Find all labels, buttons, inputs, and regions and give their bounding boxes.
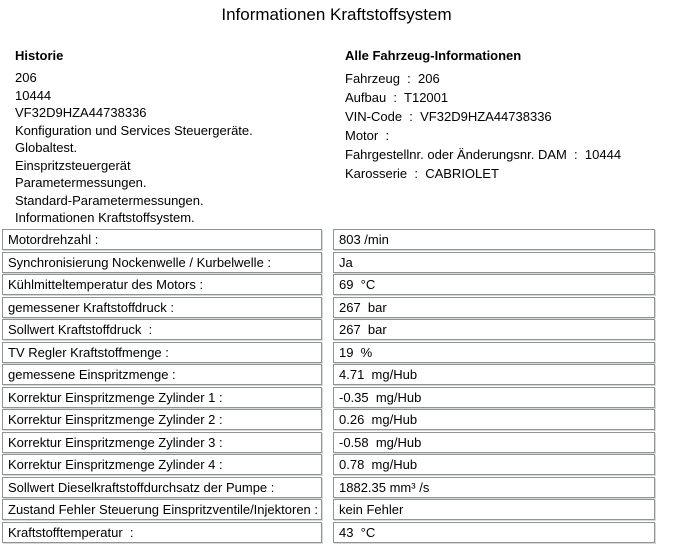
parameter-value-cell: 0.78 mg/Hub bbox=[333, 454, 655, 475]
history-item: Informationen Kraftstoffsystem. bbox=[15, 210, 195, 225]
history-item: 10444 bbox=[15, 87, 52, 103]
parameter-label-cell: Korrektur Einspritzmenge Zylinder 3 : bbox=[2, 432, 322, 453]
vehicle-info-item: Fahrgestellnr. oder Änderungsnr. DAM : 10444 bbox=[345, 147, 622, 162]
history-item: 206 bbox=[15, 70, 37, 85]
parameter-value-cell: -0.35 mg/Hub bbox=[333, 387, 655, 408]
history-section bbox=[15, 48, 337, 227]
parameter-value-cell: 267 bar bbox=[333, 297, 655, 318]
history-heading: Historie bbox=[15, 48, 64, 63]
parameter-value-cell: 43 °C bbox=[333, 522, 655, 543]
parameter-label-cell: Sollwert Kraftstoffdruck : bbox=[2, 319, 322, 340]
table-row bbox=[2, 252, 655, 273]
parameter-value-cell: kein Fehler bbox=[333, 499, 655, 520]
parameter-label-cell: Kraftstofftemperatur : bbox=[2, 522, 322, 543]
parameter-label-cell: Korrektur Einspritzmenge Zylinder 1 : bbox=[2, 387, 322, 408]
table-row bbox=[2, 297, 655, 318]
parameter-label-cell: Korrektur Einspritzmenge Zylinder 2 : bbox=[2, 409, 322, 430]
table-row bbox=[2, 409, 655, 430]
parameter-value-cell: 803 /min bbox=[333, 229, 655, 250]
parameter-label-cell: Zustand Fehler Steuerung Einspritzventile/Injektoren : bbox=[2, 499, 322, 520]
table-row bbox=[2, 477, 655, 498]
parameter-label-cell: Sollwert Dieselkraftstoffdurchsatz der Pumpe : bbox=[2, 477, 322, 498]
parameter-value-cell: 4.71 mg/Hub bbox=[333, 364, 655, 385]
vehicle-info-item: Motor : bbox=[345, 128, 390, 143]
parameter-label-cell: gemessene Einspritzmenge : bbox=[2, 364, 322, 385]
history-item: Einspritzsteuergerät bbox=[15, 157, 131, 173]
vehicle-info-section bbox=[345, 48, 667, 183]
table-row bbox=[2, 387, 655, 408]
history-item: VF32D9HZA44738336 bbox=[15, 105, 147, 120]
parameter-value-cell: Ja bbox=[333, 252, 655, 273]
parameter-label-cell: Synchronisierung Nockenwelle / Kurbelwelle : bbox=[2, 252, 322, 273]
table-row bbox=[2, 454, 655, 475]
table-row bbox=[2, 274, 655, 295]
history-item: Standard-Parametermessungen. bbox=[15, 192, 204, 208]
parameter-value-cell: 1882.35 mm³ /s bbox=[333, 477, 655, 498]
parameter-value-cell: -0.58 mg/Hub bbox=[333, 432, 655, 453]
parameter-label-cell: Korrektur Einspritzmenge Zylinder 4 : bbox=[2, 454, 322, 475]
table-row bbox=[2, 364, 655, 385]
parameter-value-cell: 69 °C bbox=[333, 274, 655, 295]
table-row bbox=[2, 319, 655, 340]
parameter-value-cell: 0.26 mg/Hub bbox=[333, 409, 655, 430]
vehicle-info-item: Fahrzeug : 206 bbox=[345, 71, 440, 86]
parameter-value-cell: 267 bar bbox=[333, 319, 655, 340]
measurements-table bbox=[2, 229, 655, 544]
parameter-label-cell: TV Regler Kraftstoffmenge : bbox=[2, 342, 322, 363]
page-title: Informationen Kraftstoffsystem bbox=[221, 5, 452, 24]
table-row bbox=[2, 342, 655, 363]
vehicle-info-list bbox=[345, 69, 667, 183]
vehicle-info-item: VIN-Code : VF32D9HZA44738336 bbox=[345, 109, 552, 124]
parameter-value-cell: 19 % bbox=[333, 342, 655, 363]
history-list bbox=[15, 69, 337, 227]
table-row bbox=[2, 432, 655, 453]
vehicle-info-heading: Alle Fahrzeug-Informationen bbox=[345, 48, 522, 63]
history-item: Parametermessungen. bbox=[15, 175, 147, 190]
parameter-label-cell: Motordrehzahl : bbox=[2, 229, 322, 250]
history-item: Globaltest. bbox=[15, 140, 78, 155]
parameter-label-cell: gemessener Kraftstoffdruck : bbox=[2, 297, 322, 318]
table-row bbox=[2, 499, 655, 520]
table-row bbox=[2, 522, 655, 543]
parameter-label-cell: Kühlmitteltemperatur des Motors : bbox=[2, 274, 322, 295]
vehicle-info-item: Karosserie : CABRIOLET bbox=[345, 166, 499, 181]
history-item: Konfiguration und Services Steuergeräte. bbox=[15, 122, 253, 138]
vehicle-info-item: Aufbau : T12001 bbox=[345, 90, 449, 105]
table-row bbox=[2, 229, 655, 250]
